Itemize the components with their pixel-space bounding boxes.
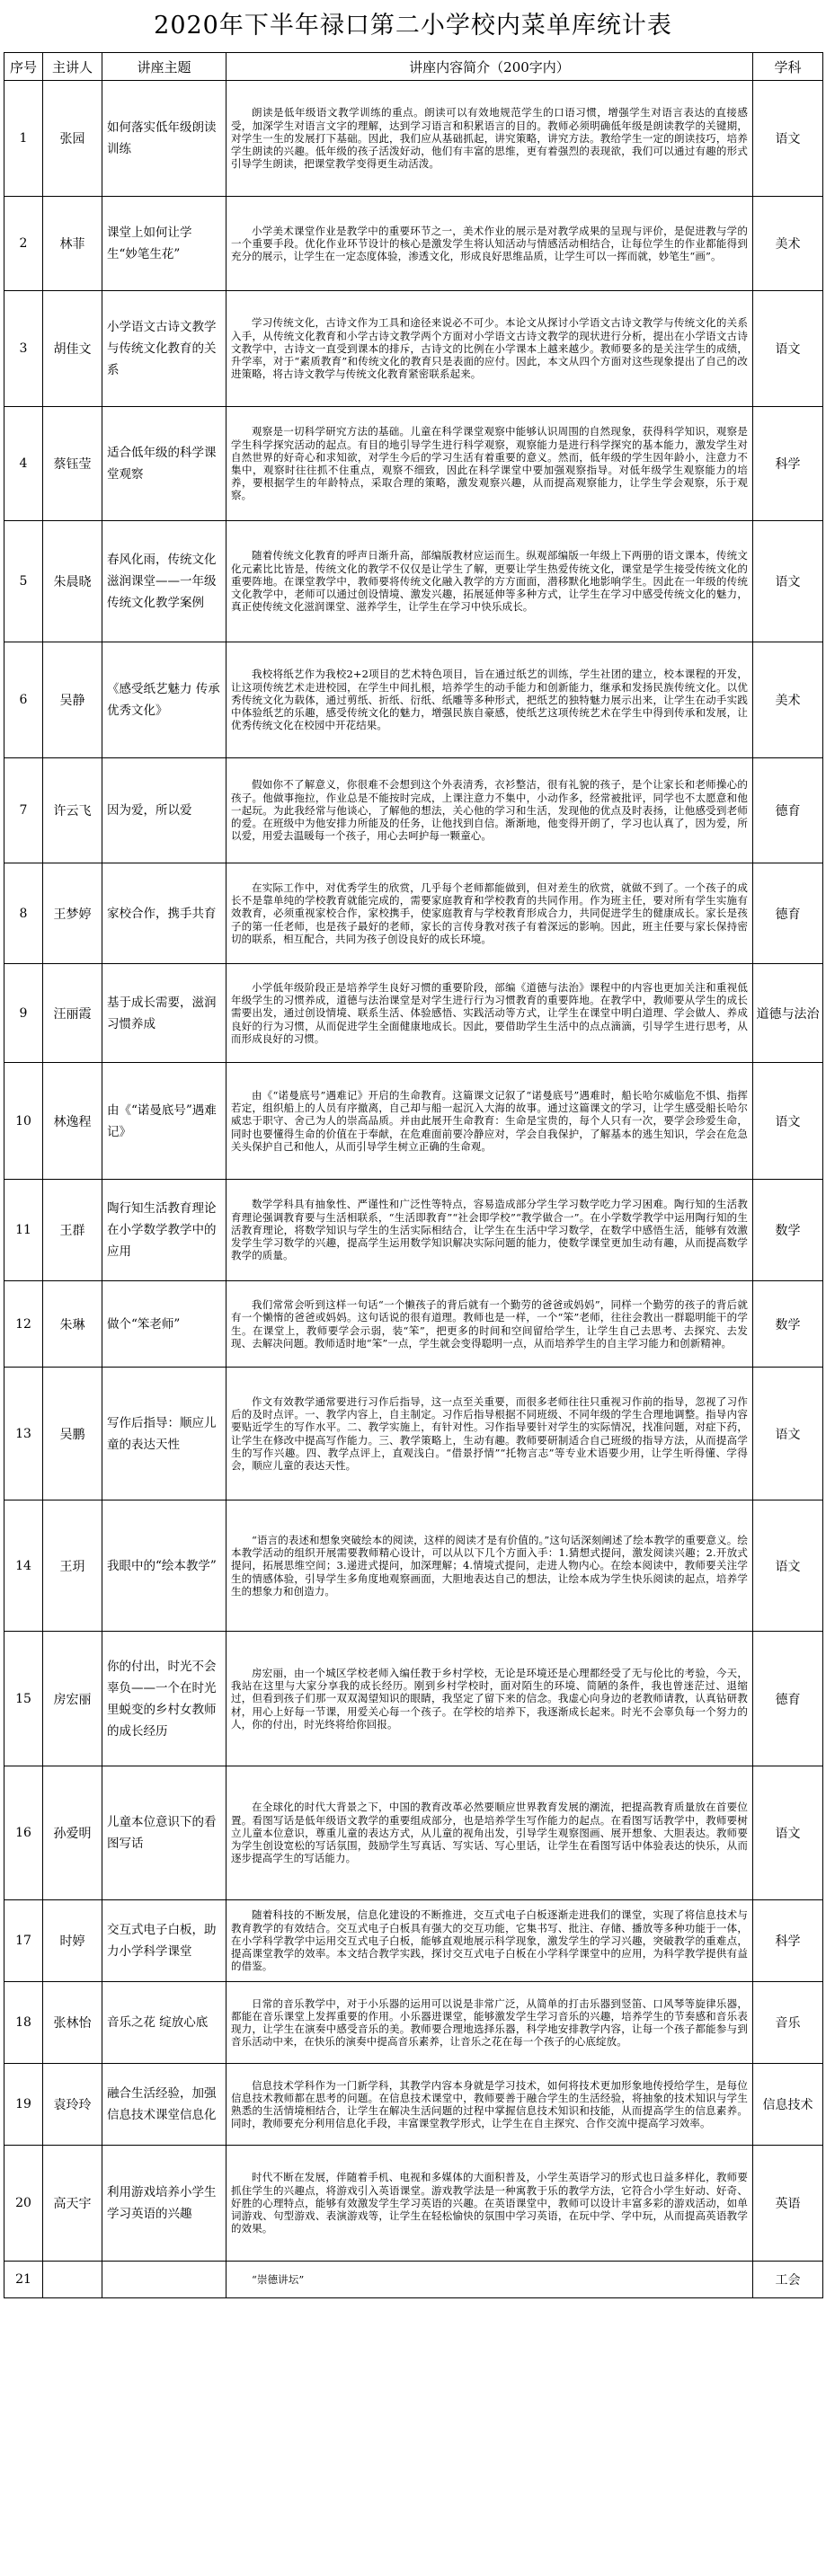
row-subject: 数学: [753, 1180, 823, 1281]
row-topic: 儿童本位意识下的看图写话: [102, 1766, 226, 1900]
row-number: 19: [4, 2064, 43, 2146]
row-speaker: 林逸程: [43, 1063, 102, 1180]
row-subject: 语文: [753, 521, 823, 642]
row-topic: 基于成长需要，滋润习惯养成: [102, 964, 226, 1063]
row-content: 在全球化的时代大背景之下，中国的教育改革必然要顺应世界教育发展的潮流，把提高教育质量放在首要位置。看图写话是低年级语文教学的重要组成部分，也是培养学生写作能力的起点。在看图写话教学中，教师要树立儿童本位意识，尊重儿童的表达方式，从儿童的视角出发，引导学生观察图画、展开想象、大胆表达。教师要为学生创设宽松的写话氛围，鼓励学生写真话、写实话、写心里话，让学生在看图写话中体验表达的快乐，从而逐步提高学生的写话能力。: [226, 1766, 753, 1900]
row-subject: 语文: [753, 1368, 823, 1500]
row-topic: 陶行知生活教育理论在小学数学教学中的应用: [102, 1180, 226, 1281]
row-speaker: 吴鹏: [43, 1368, 102, 1500]
row-speaker: 汪丽霞: [43, 964, 102, 1063]
row-topic: 春风化雨，传统文化滋润课堂——一年级传统文化教学案例: [102, 521, 226, 642]
table-row: [4, 1180, 823, 1281]
row-topic: 因为爱，所以爱: [102, 758, 226, 863]
row-number: 11: [4, 1180, 43, 1281]
table-row: [4, 521, 823, 642]
row-content: 由《“诺曼底号”遇难记》开启的生命教育。这篇课文记叙了“诺曼底号”遇难时，船长哈尔威临危不惧、指挥若定，组织船上的人员有序撤离，自己却与船一起沉入大海的故事。通过这篇课文的学习，让学生感受船长哈尔威忠于职守、舍己为人的崇高品质。并由此展开生命教育：生命是宝贵的，每个人只有一次，要学会珍爱生命，同时也要懂得生命的价值在于奉献，在危难面前要冷静应对，学会自我保护，了解基本的逃生知识，学会在危急关头保护自己和他人，从而引导学生树立正确的生命观。: [226, 1063, 753, 1180]
header-topic: 讲座主题: [102, 53, 226, 81]
row-speaker: 吴静: [43, 642, 102, 758]
row-speaker: 朱晨晓: [43, 521, 102, 642]
row-content: 我校将纸艺作为我校2+2项目的艺术特色项目，旨在通过纸艺的训练，学生社团的建立，校本课程的开发，让这项传统艺术走进校园，在学生中间扎根，培养学生的动手能力和创新能力，继承和发扬民族传统文化。以优秀传统文化为载体，通过剪纸、折纸、衍纸、纸雕等多种形式，把纸艺的独特魅力展示出来，让学生在动手实践中体验纸艺的乐趣，感受传统文化的魅力，增强民族自豪感，使纸艺这项传统艺术在学生中得到传承和发展，让优秀传统文化在校园中开花结果。: [226, 642, 753, 758]
table-row: [4, 2146, 823, 2262]
table-row: [4, 2262, 823, 2298]
table-row: [4, 642, 823, 758]
row-topic: 《感受纸艺魅力 传承优秀文化》: [102, 642, 226, 758]
lecture-table: [4, 52, 823, 2298]
row-content: 随着传统文化教育的呼声日渐升高，部编版教材应运而生。纵观部编版一年级上下两册的语文课本，传统文化元素比比皆是，传统文化的教学不仅仅是让学生了解，更要让学生热爱传统文化，课堂是学生接受传统文化的重要阵地。在课堂教学中，教师要将传统文化融入教学的方方面面，潜移默化地影响学生。因此在一年级的传统文化教学中，老师可以通过创设情境、激发兴趣，拓展延伸等多种方式，让学生在学习中感受传统文化的魅力，真正使传统文化滋润课堂、滋养学生，让学生在学习中快乐成长。: [226, 521, 753, 642]
table-row: [4, 2064, 823, 2146]
row-content: 日常的音乐教学中，对于小乐器的运用可以说是非常广泛，从简单的打击乐器到竖笛、口风琴等旋律乐器，都能在音乐课堂上发挥重要的作用。小乐器进课堂，能够激发学生学习音乐的兴趣，培养学生的节奏感和音乐表现力，让学生在演奏中感受音乐的美。教师要合理地选择乐器，科学地安排教学内容，让每一个孩子都能参与到音乐活动中来，在快乐的演奏中提高音乐素养，让音乐之花在每一个孩子的心底绽放。: [226, 1982, 753, 2064]
row-content: 假如你不了解意义，你很难不会想到这个外表清秀，衣衫整洁，很有礼貌的孩子，是个让家长和老师操心的孩子。他做事拖拉，作业总是不能按时完成，上课注意力不集中，小动作多，经常被批评，同学也不太愿意和他一起玩。为此我经常与他谈心，了解他的想法，关心他的学习和生活，发现他的优点及时表扬，让他感受到老师的爱。在班级中为他安排力所能及的任务，让他找到自信。渐渐地，他变得开朗了，学习也认真了，因为爱，所以爱，用爱去温暖每一个孩子，用心去呵护每一颗童心。: [226, 758, 753, 863]
row-topic: 家校合作，携手共育: [102, 863, 226, 964]
table-row: [4, 964, 823, 1063]
row-speaker: 蔡钰莹: [43, 407, 102, 521]
row-number: 9: [4, 964, 43, 1063]
row-content: 在实际工作中，对优秀学生的欣赏，几乎每个老师都能做到，但对差生的欣赏，就做不到了。一个孩子的成长不是靠单纯的学校教育就能完成的，需要家庭教育和学校教育的共同作用。作为班主任，要对所有学生实施有效教育，必须重视家校合作，家校携手，使家庭教育与学校教育形成合力，共同促进学生的健康成长。家长是孩子的第一任老师，也是孩子最好的老师，家长的言传身教对孩子有着深远的影响。因此，班主任要与家长保持密切的联系，相互配合，共同为孩子创设良好的成长环境。: [226, 863, 753, 964]
table-body: [4, 81, 823, 2298]
header-speaker: 主讲人: [43, 53, 102, 81]
header-content: 讲座内容简介（200字内）: [226, 53, 753, 81]
row-topic: 融合生活经验，加强信息技术课堂信息化: [102, 2064, 226, 2146]
row-speaker: 房宏丽: [43, 1632, 102, 1766]
table-row: [4, 1281, 823, 1368]
table-row: [4, 1766, 823, 1900]
row-content: 数学学科具有抽象性、严谨性和广泛性等特点，容易造成部分学生学习数学吃力学习困难。陶行知的生活教育理论强调教育要与生活相联系，“生活即教育”“社会即学校”“教学做合一”。在小学数学教学中运用陶行知的生活教育理论，将数学知识与学生的生活实际相结合，让学生在生活中学习数学，在数学中感悟生活，能够有效激发学生学习数学的兴趣，提高学生运用数学知识解决实际问题的能力，使数学课堂更加生动有趣，从而提高数学教学的质量。: [226, 1180, 753, 1281]
row-speaker: 王梦婷: [43, 863, 102, 964]
row-subject: 科学: [753, 1900, 823, 1982]
row-subject: 语文: [753, 291, 823, 407]
row-speaker: 胡佳文: [43, 291, 102, 407]
row-content: 信息技术学科作为一门新学科，其教学内容本身就是学习技术，如何将技术更加形象地传授给学生，是每位信息技术教师都在思考的问题。在信息技术课堂中，教师要善于融合学生的生活经验，将抽象的技术知识与学生熟悉的生活情境相结合，让学生在解决生活问题的过程中掌握信息技术知识和技能，从而提高学生的信息素养。同时，教师要充分利用信息化手段，丰富课堂教学形式，让学生在自主探究、合作交流中提高学习效率。: [226, 2064, 753, 2146]
table-row: [4, 1500, 823, 1632]
row-speaker: 时婷: [43, 1900, 102, 1982]
row-speaker: 高天宇: [43, 2146, 102, 2262]
row-topic: 写作后指导：顺应儿童的表达天性: [102, 1368, 226, 1500]
row-speaker: 张园: [43, 81, 102, 197]
row-topic: 如何落实低年级朗读训练: [102, 81, 226, 197]
row-subject: 工会: [753, 2262, 823, 2298]
header-subject: 学科: [753, 53, 823, 81]
row-content: 朗读是低年级语文教学训练的重点。朗读可以有效地规范学生的口语习惯，增强学生对语言表达的直接感受，加深学生对语言文字的理解，达到学习语言和积累语言的目的。教师必须明确低年级是朗读教学的关键期，对学生一生的发展打下基础。因此，我们应从基础抓起，讲究策略，讲究方法。教给学生一定的朗读技巧，培养学生朗读的兴趣。低年级的孩子活泼好动，他们有丰富的思维，更有着强烈的表现欲，我们可以通过有趣的形式引导学生朗读，把课堂教学变得更生动活泼。: [226, 81, 753, 197]
table-row: [4, 197, 823, 291]
row-number: 8: [4, 863, 43, 964]
row-number: 12: [4, 1281, 43, 1368]
row-content: 观察是一切科学研究方法的基础。儿童在科学课堂观察中能够认识周围的自然现象，获得科学知识，观察是学生科学探究活动的起点。有目的地引导学生进行科学观察，观察能力是进行科学探究的基本能力，激发学生对自然世界的好奇心和求知欲，对学生今后的学习生活有着重要的意义。然而，低年级的学生因年龄小，注意力不集中，观察时往往抓不住重点，观察不细致，因此在科学课堂中要加强观察指导。对低年级学生观察能力的培养，要根据学生的年龄特点，采取合理的策略，激发观察兴趣，从而提高观察能力，让学生学会观察，乐于观察。: [226, 407, 753, 521]
row-speaker: 朱琳: [43, 1281, 102, 1368]
row-speaker: 张林怡: [43, 1982, 102, 2064]
row-content: “崇德讲坛”: [226, 2262, 753, 2298]
row-subject: 德育: [753, 758, 823, 863]
table-header-row: [4, 53, 823, 81]
row-subject: 语文: [753, 81, 823, 197]
row-number: 15: [4, 1632, 43, 1766]
row-number: 6: [4, 642, 43, 758]
row-content: 小学美术课堂作业是教学中的重要环节之一，美术作业的展示是对教学成果的呈现与评价，是促进教与学的一个重要手段。优化作业环节设计的核心是激发学生将认知活动与情感活动相结合，让每位学生的作业都能得到充分的展示，让学生在一定态度体验，渗透文化，形成良好思维品质，让学生可以一挥而就，妙笔生“画”。: [226, 197, 753, 291]
row-speaker: 林菲: [43, 197, 102, 291]
row-topic: 由《“诺曼底号”遇难记》: [102, 1063, 226, 1180]
table-row: [4, 1368, 823, 1500]
row-number: 14: [4, 1500, 43, 1632]
table-row: [4, 291, 823, 407]
row-subject: 语文: [753, 1500, 823, 1632]
row-content: 作文有效教学通常要进行习作后指导，这一点至关重要，而很多老师往往只重视习作前的指导，忽视了习作后的及时点评。一、教学内容上，自主制定。习作后指导根据不同班级、不同年级的学生合理地调整。指导内容要贴近学生的写作水平。二、教学实施上，有针对性。习作指导要针对学生的实际情况，找准问题，对症下药，让学生在修改中提高写作能力。三、教学策略上，生动有趣。教师要研制适合自己班级的指导方法，从而提高学生的写作兴趣。四、教学点评上，直观浅白。“借景抒情”“托物言志”等专业术语要少用，让学生听得懂、学得会，顺应儿童的表达天性。: [226, 1368, 753, 1500]
row-topic: 利用游戏培养小学生学习英语的兴趣: [102, 2146, 226, 2262]
row-number: 21: [4, 2262, 43, 2298]
row-topic: [102, 2262, 226, 2298]
row-topic: 音乐之花 绽放心底: [102, 1982, 226, 2064]
row-speaker: 许云飞: [43, 758, 102, 863]
page-title: 2020年下半年禄口第二小学校内菜单库统计表: [154, 12, 672, 40]
row-subject: 语文: [753, 1063, 823, 1180]
row-content: 房宏丽，由一个城区学校老师入编任教于乡村学校，无论是环境还是心理都经受了无与伦比的考验，今天，我站在这里与大家分享我的成长经历。刚到乡村学校时，面对陌生的环境、简陋的条件，我也曾迷茫过、退缩过，但看到孩子们那一双双渴望知识的眼睛，我坚定了留下来的信念。我虚心向身边的老教师请教，认真钻研教材，用心上好每一节课，用爱关心每一个孩子。在学校的培养下，我逐渐成长起来。时光不会辜负每一个努力的人，你的付出，时光终将给你回报。: [226, 1632, 753, 1766]
table-row: [4, 758, 823, 863]
row-speaker: 孙爱明: [43, 1766, 102, 1900]
header-no: 序号: [4, 53, 43, 81]
row-content: 我们常常会听到这样一句话“一个懒孩子的背后就有一个勤劳的爸爸或妈妈”，同样一个勤劳的孩子的背后就有一个懒惰的爸爸或妈妈。这句话说的很有道理。教师也是一样，一个“笨”老师，往往会教出一群聪明能干的学生。在课堂上，教师要学会示弱，装“笨”，把更多的时间和空间留给学生，让学生自己去思考、去探究、去发现、去解决问题。教师适时地“笨”一点，学生就会变得聪明一点，从而培养学生的自主学习能力和创新精神。: [226, 1281, 753, 1368]
row-topic: 小学语文古诗文教学与传统文化教育的关系: [102, 291, 226, 407]
row-number: 20: [4, 2146, 43, 2262]
row-subject: 科学: [753, 407, 823, 521]
row-speaker: 袁玲玲: [43, 2064, 102, 2146]
row-number: 4: [4, 407, 43, 521]
row-number: 10: [4, 1063, 43, 1180]
row-number: 5: [4, 521, 43, 642]
row-speaker: [43, 2262, 102, 2298]
row-topic: 课堂上如何让学生“妙笔生花”: [102, 197, 226, 291]
table-row: [4, 863, 823, 964]
row-subject: 德育: [753, 1632, 823, 1766]
row-speaker: 王玥: [43, 1500, 102, 1632]
row-content: 随着科技的不断发展，信息化建设的不断推进，交互式电子白板逐渐走进我们的课堂，实现了将信息技术与教育教学的有效结合。交互式电子白板具有强大的交互功能，它集书写、批注、存储、播放等多种功能于一体，在小学科学教学中运用交互式电子白板，能够直观地展示科学现象，激发学生的学习兴趣，突破教学的重难点，提高课堂教学的效率。本文结合教学实践，探讨交互式电子白板在小学科学课堂中的应用，为科学教学提供有益的借鉴。: [226, 1900, 753, 1982]
row-topic: 交互式电子白板，助力小学科学课堂: [102, 1900, 226, 1982]
row-subject: 道德与法治: [753, 964, 823, 1063]
row-subject: 语文: [753, 1766, 823, 1900]
row-subject: 音乐: [753, 1982, 823, 2064]
row-number: 18: [4, 1982, 43, 2064]
row-topic: 做个“笨老师”: [102, 1281, 226, 1368]
row-content: “语言的表述和想象突破绘本的阅读，这样的阅读才是有价值的。”这句话深刻阐述了绘本教学的重要意义。绘本教学活动的组织开展需要教师精心设计，可以从以下几个方面入手：1.猜想式提问，激发阅读兴趣；2.开放式提问，拓展思维空间；3.递进式提问，加深理解；4.情境式提问，走进人物内心。在绘本阅读中，教师要关注学生的情感体验，引导学生多角度地观察画面，大胆地表达自己的想法，让绘本成为学生快乐阅读的起点，培养学生的想象力和创造力。: [226, 1500, 753, 1632]
row-topic: 我眼中的“绘本教学”: [102, 1500, 226, 1632]
table-row: [4, 1632, 823, 1766]
row-topic: 你的付出，时光不会辜负——一个在时光里蜕变的乡村女教师的成长经历: [102, 1632, 226, 1766]
row-subject: 数学: [753, 1281, 823, 1368]
row-content: 小学低年级阶段正是培养学生良好习惯的重要阶段，部编《道德与法治》课程中的内容也更加关注和重视低年级学生的习惯养成，道德与法治课堂是对学生进行行为习惯教育的重要阵地。在教学中，教师要从学生的成长需要出发，通过创设情境、联系生活、体验感悟、实践活动等方式，让学生在课堂中明白道理、学会做人、养成良好的行为习惯，从而促进学生全面健康地成长。因此，要借助学生生活中的点点滴滴，引导学生进行思考，从而形成良好的习惯。: [226, 964, 753, 1063]
table-row: [4, 1982, 823, 2064]
row-number: 7: [4, 758, 43, 863]
table-row: [4, 81, 823, 197]
row-subject: 德育: [753, 863, 823, 964]
row-subject: 信息技术: [753, 2064, 823, 2146]
row-topic: 适合低年级的科学课堂观察: [102, 407, 226, 521]
table-row: [4, 407, 823, 521]
row-subject: 英语: [753, 2146, 823, 2262]
row-subject: 美术: [753, 642, 823, 758]
row-number: 13: [4, 1368, 43, 1500]
row-content: 学习传统文化，古诗文作为工具和途径来说必不可少。本论文从探讨小学语文古诗文教学与传统文化的关系入手，从传统文化教育和小学古诗文教学两个方面对小学语文古诗文教学的现状进行分析，提出在小学语文古诗文教学中，古诗文一直受到课本的排斥，古诗文的比例在小学课本上越来越少。教师要多的是关注学生的成绩，升学率，对于“素质教育”和传统文化的教育只是表面的应付。因此，本文从四个方面对这些现象提出了自己的改进策略，将古诗文教学与传统文化教育紧密联系起来。: [226, 291, 753, 407]
row-subject: 美术: [753, 197, 823, 291]
row-number: 2: [4, 197, 43, 291]
row-content: 时代不断在发展，伴随着手机、电视和多媒体的大面积普及，小学生英语学习的形式也日益多样化，教师要抓住学生的兴趣点，将游戏引入英语课堂。游戏教学法是一种寓教于乐的教学方法，它符合小学生好动、好奇、好胜的心理特点，能够有效激发学生学习英语的兴趣。在英语课堂中，教师可以设计丰富多彩的游戏活动，如单词游戏、句型游戏、表演游戏等，让学生在轻松愉快的氛围中学习英语，在玩中学、学中玩，从而提高英语教学的效果。: [226, 2146, 753, 2262]
row-number: 17: [4, 1900, 43, 1982]
row-number: 1: [4, 81, 43, 197]
table-row: [4, 1900, 823, 1982]
table-row: [4, 1063, 823, 1180]
row-number: 16: [4, 1766, 43, 1900]
row-number: 3: [4, 291, 43, 407]
row-speaker: 王群: [43, 1180, 102, 1281]
